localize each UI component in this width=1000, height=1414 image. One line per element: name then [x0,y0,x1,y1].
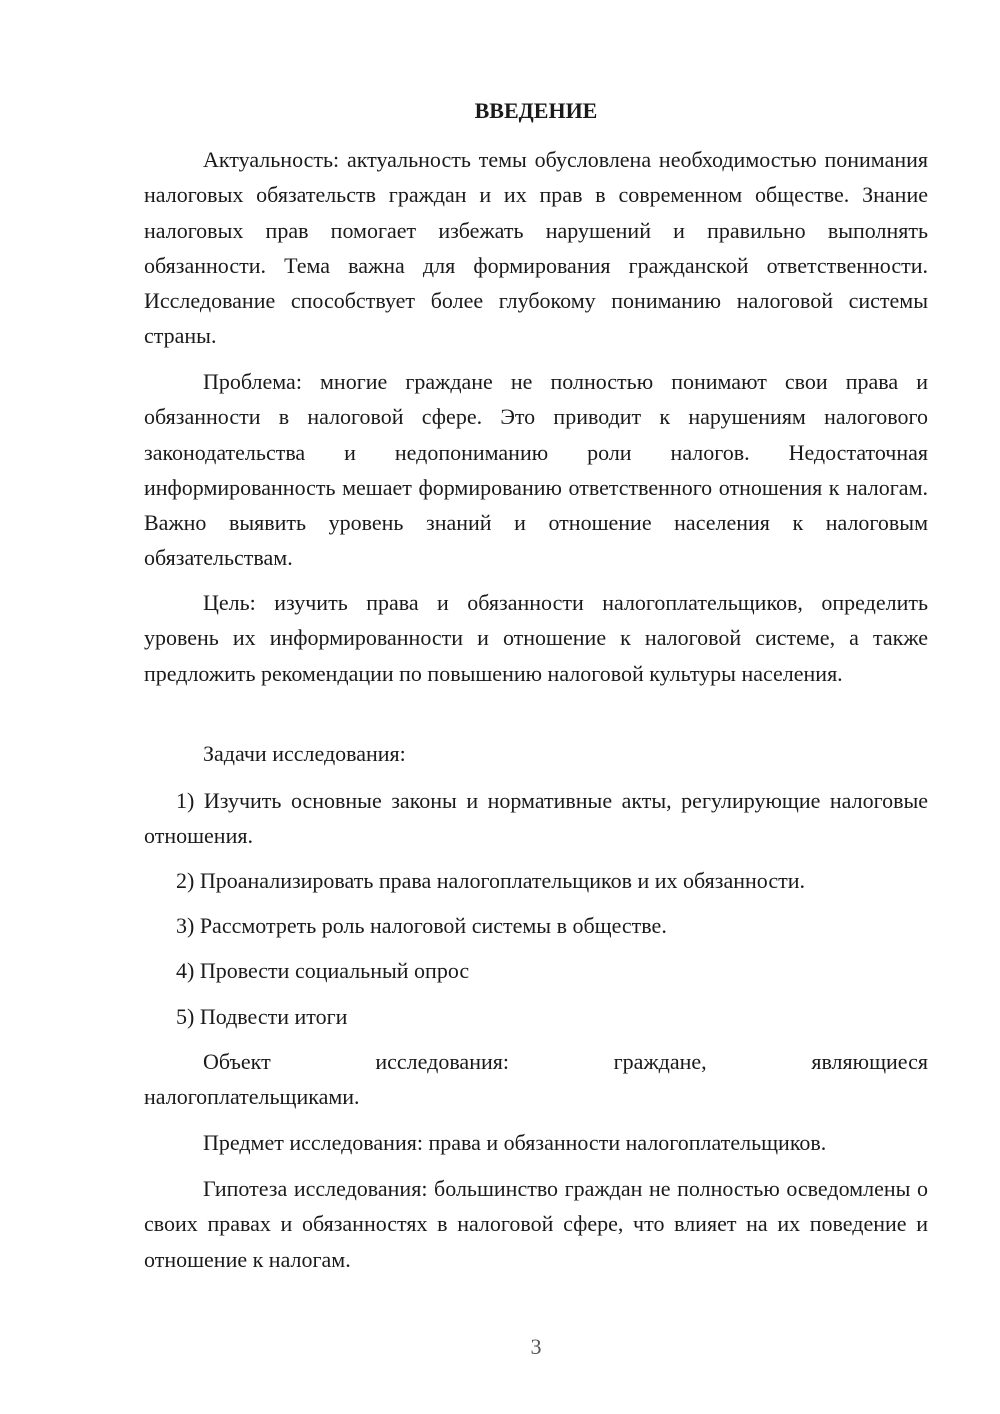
paragraph-object: Объект исследования: граждане, являющиеся налогоплательщиками. [144,1049,928,1110]
list-item-task-2: 2) Проанализировать права налогоплательщиков и их обязанности. [176,868,805,893]
list-item-task-5: 5) Подвести итоги [176,1004,348,1029]
list-item-task-3: 3) Рассмотреть роль налоговой системы в обществе. [176,913,667,938]
page-number: 3 [530,1334,542,1359]
list-item-task-4: 4) Провести социальный опрос [176,958,470,983]
paragraph-goal: Цель: изучить права и обязанности налогоплательщиков, определить уровень их информированности и отношение к налоговой системе, а также предложить рекомендации по повышению налоговой культуры населения. [144,590,928,686]
paragraph-relevance: Актуальность: актуальность темы обусловлена необходимостью понимания налоговых обязательств граждан и их прав в современном обществе. Знание налоговых прав помогает избежать нарушений и правильно выполнять обязанности. Тема важна для формирования гражданской ответственности. Исследование способствует более глубокому пониманию налоговой системы страны. [144,147,928,349]
page-title: ВВЕДЕНИЕ [474,98,598,123]
document-page [144,0,928,1414]
list-item-task-1: 1) Изучить основные законы и нормативные акты, регулирующие налоговые отношения. [144,788,928,849]
paragraph-subject: Предмет исследования: права и обязанности налогоплательщиков. [203,1130,827,1155]
paragraph-hypothesis: Гипотеза исследования: большинство граждан не полностью осведомлены о своих правах и обязанностях в налоговой сфере, что влияет на их поведение и отношение к налогам. [144,1176,928,1272]
paragraph-problem: Проблема: многие граждане не полностью понимают свои права и обязанности в налоговой сфере. Это приводит к нарушениям налогового законодательства и недопониманию роли налогов. Недостаточная информированность мешает формированию ответственного отношения к налогам. Важно выявить уровень знаний и отношение населения к налоговым обязательствам. [144,369,928,571]
paragraph-tasks-heading: Задачи исследования: [203,741,406,766]
